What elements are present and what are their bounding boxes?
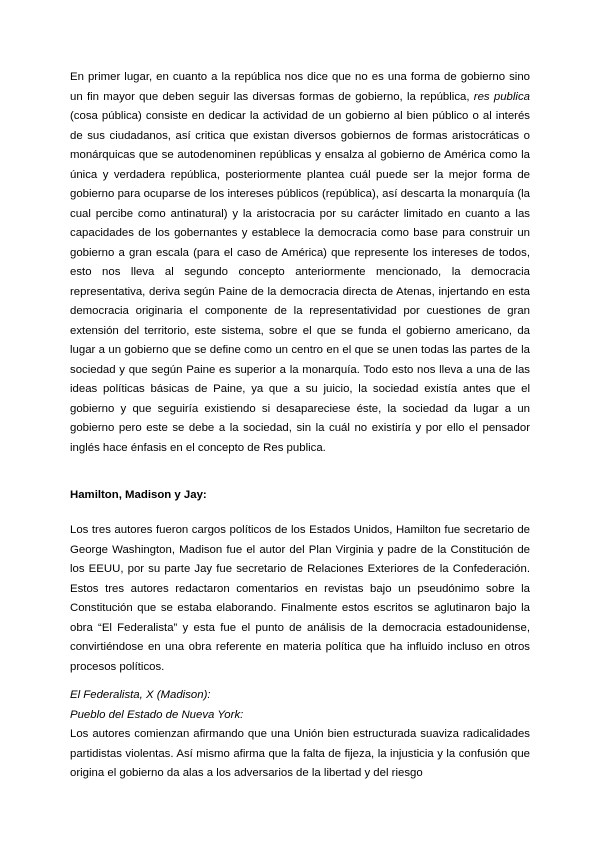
paragraph-republica (70, 68, 530, 458)
paragraph-federalista-text: Los autores comienzan afirmando que una Unión bien estructurada suaviza radicalidades partidistas violentas. Así mismo afirma que la falta de fijeza, la injusticia y la confusión que origina el gobierno da alas a los adversarios de la libertad y del riesgo (70, 728, 530, 779)
section-heading: Hamilton, Madison y Jay: (70, 489, 207, 501)
paragraph-autores: Los tres autores fueron cargos políticos de los Estados Unidos, Hamilton fue secretario de George Washington, Madison fue el autor del Plan Virginia y padre de la Constitución de los EEUU, por su parte Jay fue secretario de Relaciones Exteriores de la Confederación. Estos tres autores redactaron comentarios en revistas bajo un pseudónimo sobre la Constitución que se estaba elaborando. Finalmente estos escritos se aglutinaron bajo la obra “El Federalista” y esta fue el punto de análisis de la democracia estadounidense, convirtiéndose en una obra referente en materia política que ha influido incluso en otros procesos políticos. (70, 524, 530, 673)
paragraph-text-part1: En primer lugar, en cuanto a la república nos dice que no es una forma de gobierno sino un fin mayor que deben seguir las diversas formas de gobierno, la república, (70, 71, 530, 103)
paragraph-text-part2: (cosa pública) consiste en dedicar la actividad de un gobierno al bien público o al interés de sus ciudadanos, así critica que existan diversos gobiernos de formas aristocráticas o monárquicas que se autodenominen repúblicas y ensalza al gobierno de América como la única y verdadera república, posteriormente plantea cuál puede ser la mejor forma de gobierno para ocuparse de los intereses públicos (república), así descarta la monarquía (la cual percibe como antinatural) y la aristocracia por su carácter limitado en cuanto a las capacidades de los gobernantes y establece la democracia como base para construir un gobierno a gran escala (para el caso de América) que represente los intereses de todos, esto nos lleva al segundo concepto anteriormente mencionado, la democracia representativa, deriva según Paine de la democracia directa de Atenas, injertando en esta democracia originaria el componente de la representatividad por cuestiones de gran extensión del territorio, este sistema, sobre el que se funda el gobierno americano, da lugar a un gobierno que se define como un centro en el que se unen todas las partes de la sociedad y que según Paine es superior a la monarquía. Todo esto nos lleva a una de las ideas políticas básicas de Paine, ya que a su juicio, la sociedad existía antes que el gobierno y que seguiría existiendo si desapareciese éste, la sociedad da lugar a un gobierno pero este se debe a la sociedad, sin la cuál no existiría y por ello el pensador inglés hace énfasis en el concepto de Res publica. (70, 110, 530, 454)
subtitle-pueblo: Pueblo del Estado de Nueva York: (70, 708, 244, 721)
paragraph-federalista (70, 686, 530, 784)
subtitle-federalista: El Federalista, X (Madison): (70, 689, 211, 701)
res-publica-term: res publica (473, 90, 530, 103)
